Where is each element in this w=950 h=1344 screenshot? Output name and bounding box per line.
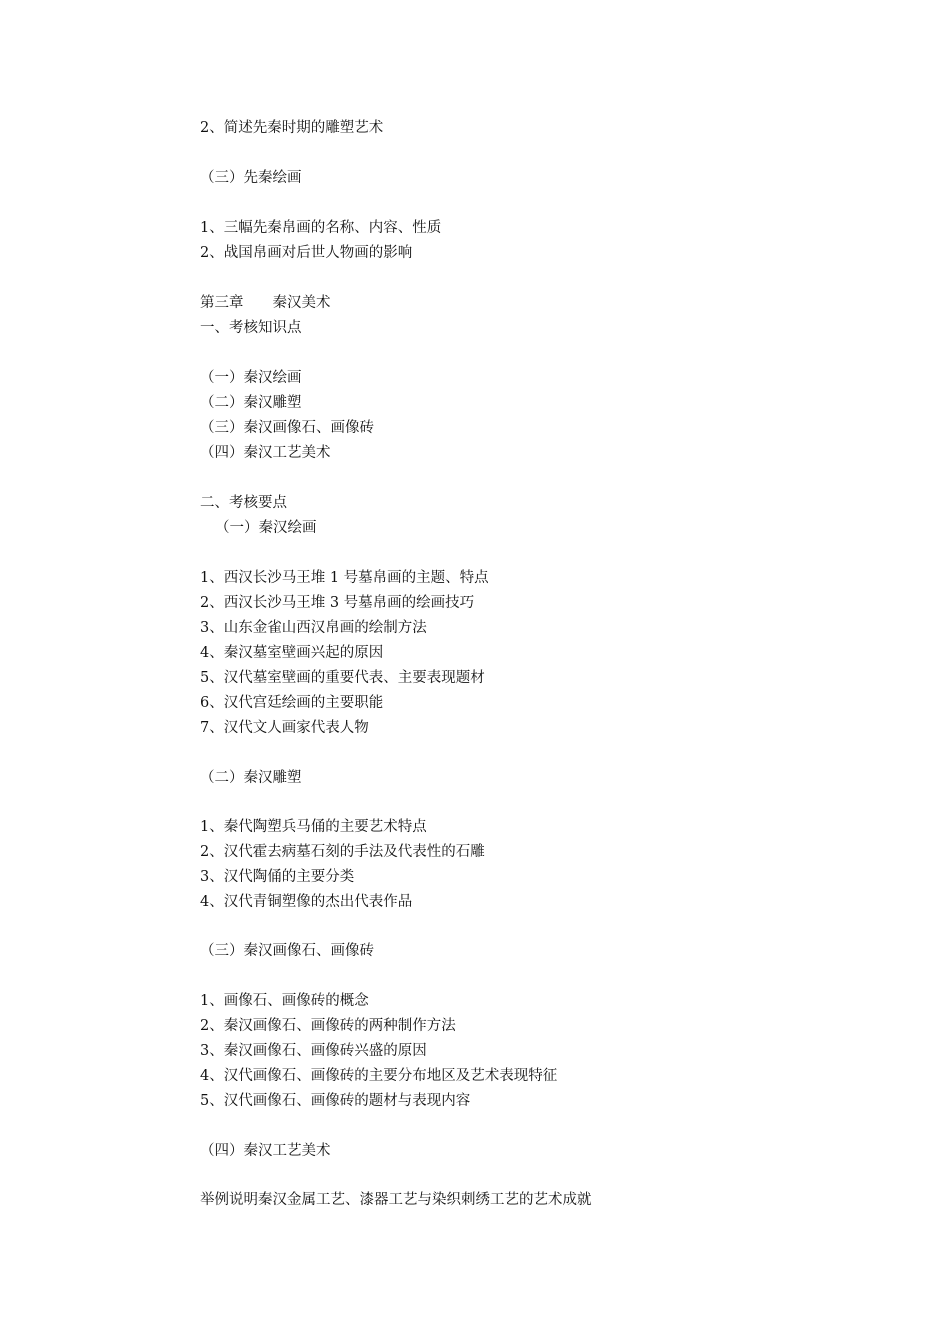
section-stone-brick-reliefs: （三）秦汉画像石、画像砖 <box>200 943 374 959</box>
heading-key-points: 二、考核要点 <box>200 495 287 511</box>
relief-item-3: 3、秦汉画像石、画像砖兴盛的原因 <box>200 1043 427 1059</box>
relief-item-1: 1、画像石、画像砖的概念 <box>200 993 369 1009</box>
crafts-item: 举例说明秦汉金属工艺、漆器工艺与染织刺绣工艺的艺术成就 <box>200 1192 592 1208</box>
sculpture-item-1: 1、秦代陶塑兵马俑的主要艺术特点 <box>200 819 427 835</box>
painting-item-3: 3、山东金雀山西汉帛画的绘制方法 <box>200 620 427 636</box>
item-2-pre-qin-sculpture: 2、简述先秦时期的雕塑艺术 <box>200 120 384 136</box>
section-crafts: （四）秦汉工艺美术 <box>200 1143 331 1159</box>
painting-item-6: 6、汉代宫廷绘画的主要职能 <box>200 695 384 711</box>
painting-item-2: 2、西汉长沙马王堆 3 号墓帛画的绘画技巧 <box>200 595 475 611</box>
kp-stone-brick-reliefs: （三）秦汉画像石、画像砖 <box>200 420 374 436</box>
painting-item-5: 5、汉代墓室壁画的重要代表、主要表现题材 <box>200 670 485 686</box>
sculpture-item-2: 2、汉代霍去病墓石刻的手法及代表性的石雕 <box>200 844 485 860</box>
chapter-three-title: 第三章 秦汉美术 <box>200 295 331 311</box>
heading-knowledge-points: 一、考核知识点 <box>200 320 302 336</box>
item-1-three-silk-paintings: 1、三幅先秦帛画的名称、内容、性质 <box>200 220 442 236</box>
relief-item-2: 2、秦汉画像石、画像砖的两种制作方法 <box>200 1018 456 1034</box>
kp-crafts: （四）秦汉工艺美术 <box>200 445 331 461</box>
painting-item-7: 7、汉代文人画家代表人物 <box>200 720 369 736</box>
painting-item-4: 4、秦汉墓室壁画兴起的原因 <box>200 645 384 661</box>
kp-qin-han-sculpture: （二）秦汉雕塑 <box>200 395 302 411</box>
sculpture-item-4: 4、汉代青铜塑像的杰出代表作品 <box>200 894 413 910</box>
kp-qin-han-painting: （一）秦汉绘画 <box>200 370 302 386</box>
painting-item-1: 1、西汉长沙马王堆 1 号墓帛画的主题、特点 <box>200 570 489 586</box>
section-qin-han-sculpture: （二）秦汉雕塑 <box>200 770 302 786</box>
relief-item-4: 4、汉代画像石、画像砖的主要分布地区及艺术表现特征 <box>200 1068 558 1084</box>
section-pre-qin-painting: （三）先秦绘画 <box>200 170 302 186</box>
relief-item-5: 5、汉代画像石、画像砖的题材与表现内容 <box>200 1093 471 1109</box>
sculpture-item-3: 3、汉代陶俑的主要分类 <box>200 869 355 885</box>
section-qin-han-painting: （一）秦汉绘画 <box>215 520 317 536</box>
item-2-warring-states-influence: 2、战国帛画对后世人物画的影响 <box>200 245 413 261</box>
